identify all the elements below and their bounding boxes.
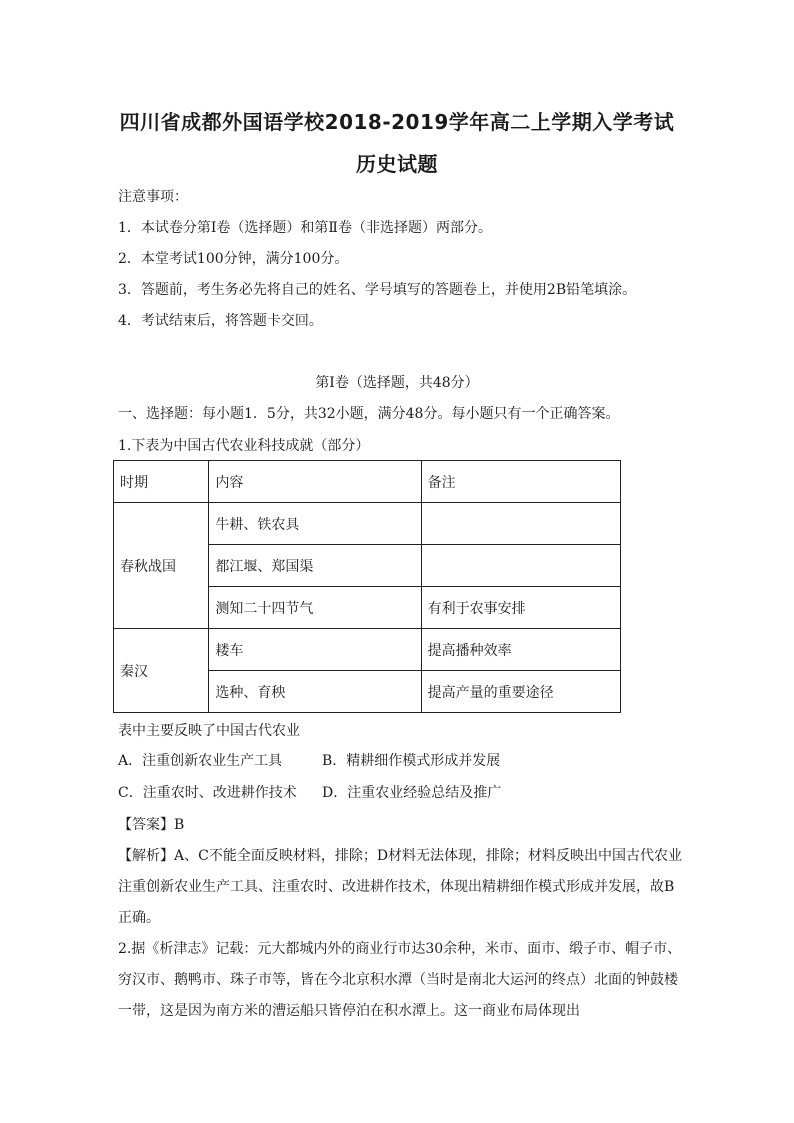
question-2-line: 穷汉市、鹅鸭市、珠子市等，皆在今北京积水潭（当时是南北大运河的终点）北面的钟鼓楼 xyxy=(118,972,678,988)
notice-heading: 注意事项： xyxy=(118,189,188,205)
notice-item: 4．考试结束后，将答题卡交回。 xyxy=(118,313,323,329)
table-row xyxy=(114,503,621,545)
table-header-cell: 内容 xyxy=(209,461,421,503)
notice-item: 3．答题前，考生务必先将自己的姓名、学号填写的答题卷上，并使用2B铅笔填涂。 xyxy=(118,282,637,298)
note-cell xyxy=(421,503,620,545)
analysis-line: 注重创新农业生产工具、注重农时、改进耕作技术，体现出精耕细作模式形成并发展，故B xyxy=(118,879,675,895)
option-a: A．注重创新农业生产工具 xyxy=(118,753,283,769)
note-cell: 有利于农事安排 xyxy=(421,587,620,629)
table-header-row xyxy=(114,461,621,503)
period-cell: 春秋战国 xyxy=(114,503,209,629)
period-cell: 秦汉 xyxy=(114,629,209,713)
content-cell: 选种、育秧 xyxy=(209,671,421,713)
question-2-line: 2.据《析津志》记载：元大都城内外的商业行市达30余种，米市、面市、缎子市、帽子市、 xyxy=(118,941,682,957)
note-cell: 提高产量的重要途径 xyxy=(421,671,620,713)
option-d: D．注重农业经验总结及推广 xyxy=(322,785,502,801)
section-instructions: 一、选择题：每小题1．5分，共32小题，满分48分。每小题只有一个正确答案。 xyxy=(118,406,620,422)
table-row xyxy=(114,629,621,671)
question-2-line: 一带，这是因为南方米的漕运船只皆停泊在积水潭上。这一商业布局体现出 xyxy=(118,1003,580,1019)
agriculture-table xyxy=(113,460,621,713)
table-header-cell: 时期 xyxy=(114,461,209,503)
content-cell: 都江堰、郑国渠 xyxy=(209,545,421,587)
notice-item: 2．本堂考试100分钟，满分100分。 xyxy=(118,251,349,267)
exam-subtitle: 历史试题 xyxy=(356,152,438,176)
question-1-prompt: 表中主要反映了中国古代农业 xyxy=(118,723,300,739)
content-cell: 测知二十四节气 xyxy=(209,587,421,629)
notice-item: 1．本试卷分第Ⅰ卷（选择题）和第Ⅱ卷（非选择题）两部分。 xyxy=(118,220,492,236)
analysis-line: 正确。 xyxy=(118,910,160,926)
analysis-line: 【解析】A、C不能全面反映材料，排除；D材料无法体现，排除；材料反映出中国古代农业 xyxy=(118,848,683,864)
note-cell xyxy=(421,545,620,587)
question-1-stem: 1.下表为中国古代农业科技成就（部分） xyxy=(118,438,370,454)
section-title: 第Ⅰ卷（选择题，共48分） xyxy=(315,375,479,391)
content-cell: 牛耕、铁农具 xyxy=(209,503,421,545)
option-b: B．精耕细作模式形成并发展 xyxy=(322,753,501,769)
content-cell: 耧车 xyxy=(209,629,421,671)
note-cell: 提高播种效率 xyxy=(421,629,620,671)
table-header-cell: 备注 xyxy=(421,461,620,503)
answer-line: 【答案】B xyxy=(118,817,185,833)
exam-title: 四川省成都外国语学校2018-2019学年高二上学期入学考试 xyxy=(119,110,675,134)
option-c: C．注重农时、改进耕作技术 xyxy=(118,785,297,801)
